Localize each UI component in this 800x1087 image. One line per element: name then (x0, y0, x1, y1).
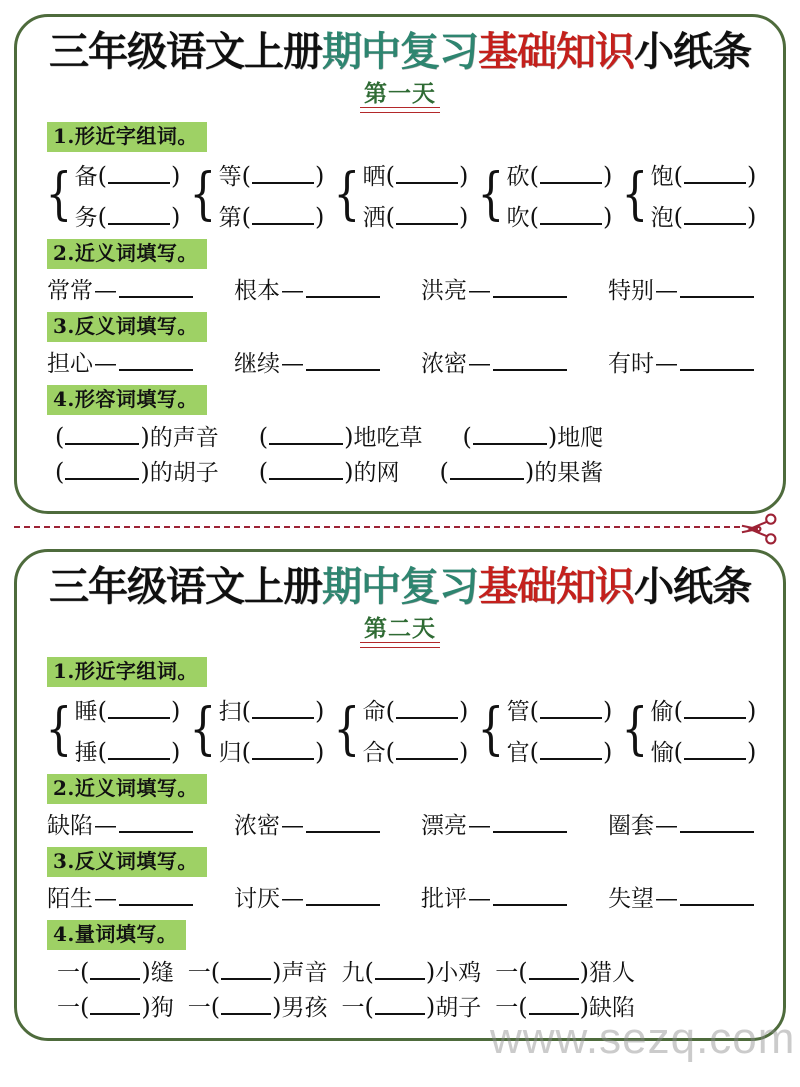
word-entry: 浓密 — (421, 345, 568, 378)
paren: ( (364, 958, 374, 986)
word-entry: 讨厌 — (234, 880, 381, 913)
pair-item-bottom: 捶 ( ) (74, 738, 181, 766)
dash: — (468, 886, 491, 912)
answer-blank[interactable] (540, 700, 602, 719)
paren: ( (258, 458, 269, 486)
paren: ( (385, 203, 396, 231)
paren: ) (315, 738, 325, 766)
answer-blank[interactable] (396, 700, 458, 719)
pair-group-2 (41, 693, 761, 767)
measure-entry: 一 ( ) 缺陷 (495, 993, 635, 1021)
paren: ) (344, 423, 354, 451)
word-entry: 根本 — (234, 272, 381, 305)
brace-icon: { (333, 161, 361, 227)
dash: — (94, 278, 117, 304)
pair-item-bottom: 吹 ( ) (506, 203, 613, 231)
answer-blank[interactable] (493, 887, 567, 906)
paren: ( (462, 423, 472, 451)
paren: ) (747, 738, 757, 766)
char-pair (617, 693, 761, 767)
answer-blank[interactable] (108, 165, 170, 184)
measure-row-2 (57, 989, 765, 1022)
paren: ( (97, 162, 108, 190)
paren: ( (97, 738, 108, 766)
answer-blank[interactable] (252, 206, 314, 225)
pair-item-top: 饱 ( ) (650, 162, 757, 190)
pair-item-top: 砍 ( ) (506, 162, 613, 190)
adjective-row-1 (55, 419, 765, 452)
card-1-day-wrap (35, 75, 765, 113)
brace-icon: { (333, 696, 361, 762)
synonym-row (47, 272, 755, 305)
answer-blank[interactable] (684, 741, 746, 760)
paren: ( (385, 738, 396, 766)
char-pair (41, 158, 185, 232)
paren: ( (385, 162, 396, 190)
word-entry: 浓密 — (234, 807, 381, 840)
word-entry: 陌生 — (47, 880, 194, 913)
title-part-grade: 三年级语文上册 (49, 563, 322, 610)
paren: ) (747, 697, 757, 725)
pair-item-bottom: 归 ( ) (218, 738, 325, 766)
paren: ) (425, 958, 436, 986)
word-entry: 批评 — (421, 880, 568, 913)
paren: ( (210, 993, 221, 1021)
title-part-grade: 三年级语文上册 (49, 28, 322, 75)
paren: ( (673, 203, 684, 231)
paren: ) (603, 697, 613, 725)
paren: ) (747, 162, 757, 190)
char-pair (329, 693, 473, 767)
measure-entry: 一 ( ) 声音 (187, 958, 328, 986)
card-1-title (35, 28, 765, 75)
char-pair (41, 693, 185, 767)
paren: ( (210, 958, 221, 986)
answer-blank[interactable] (396, 206, 458, 225)
paren: ( (80, 993, 90, 1021)
answer-blank[interactable] (493, 279, 567, 298)
paren: ) (171, 697, 181, 725)
answer-blank[interactable] (493, 814, 567, 833)
word-entry: 继续 — (234, 345, 381, 378)
section-label-1: 1.形近字组词。 (47, 657, 207, 687)
paren: ) (140, 423, 150, 451)
title-part-basics: 基础知识 (478, 28, 634, 75)
measure-entry: 一 ( ) 猎人 (495, 958, 635, 986)
paren: ) (344, 458, 354, 486)
paren: ) (603, 738, 613, 766)
paren: ) (579, 958, 589, 986)
paren: ( (241, 697, 252, 725)
paren: ) (315, 162, 325, 190)
paren: ( (97, 203, 108, 231)
section-label-4: 4.量词填写。 (47, 920, 186, 950)
answer-blank[interactable] (306, 887, 380, 906)
char-pair (329, 158, 473, 232)
word-entry: 缺陷 — (47, 807, 194, 840)
section-label-1: 1.形近字组词。 (47, 122, 207, 152)
paren: ( (529, 697, 540, 725)
answer-blank[interactable] (65, 426, 139, 445)
dash: — (468, 813, 491, 839)
pair-item-bottom: 愉 ( ) (650, 738, 757, 766)
brace-icon: { (189, 161, 217, 227)
char-pair (473, 693, 617, 767)
title-part-note: 小纸条 (634, 28, 751, 75)
answer-blank[interactable] (540, 165, 602, 184)
paren: ( (529, 203, 540, 231)
title-part-review: 期中复习 (322, 563, 478, 610)
fill-entry: ( ) 的声音 (55, 423, 219, 451)
paren: ( (439, 458, 449, 486)
dash: — (655, 351, 678, 377)
brace-icon: { (477, 161, 505, 227)
paren: ) (603, 162, 613, 190)
paren: ) (579, 993, 589, 1021)
pair-item-bottom: 务 ( ) (74, 203, 181, 231)
paren: ) (140, 458, 150, 486)
paren: ) (272, 993, 282, 1021)
answer-blank[interactable] (473, 426, 547, 445)
dash: — (281, 813, 304, 839)
pair-group-1 (41, 158, 761, 232)
dash: — (281, 886, 304, 912)
dash: — (94, 351, 117, 377)
answer-blank[interactable] (306, 279, 380, 298)
answer-blank[interactable] (119, 352, 193, 371)
dash: — (468, 278, 491, 304)
answer-blank[interactable] (252, 741, 314, 760)
answer-blank[interactable] (450, 461, 524, 480)
pair-item-bottom: 官 ( ) (506, 738, 613, 766)
measure-row-1 (57, 954, 765, 987)
paren: ) (141, 993, 151, 1021)
cut-line (14, 514, 786, 540)
card-2-title (35, 563, 765, 610)
char-pair (185, 158, 329, 232)
paren: ( (241, 203, 252, 231)
synonym-row (47, 807, 755, 840)
paren: ) (547, 423, 558, 451)
paren: ) (747, 203, 757, 231)
brace-icon: { (45, 161, 73, 227)
paren: ( (258, 423, 269, 451)
answer-blank[interactable] (529, 996, 579, 1015)
word-entry: 有时 — (608, 345, 755, 378)
word-entry: 特别 — (608, 272, 755, 305)
brace-icon: { (189, 696, 217, 762)
dash: — (281, 278, 304, 304)
answer-blank[interactable] (684, 206, 746, 225)
dash: — (94, 886, 117, 912)
measure-entry: 一 ( ) 男孩 (187, 993, 328, 1021)
paren: ) (171, 162, 181, 190)
answer-blank[interactable] (540, 206, 602, 225)
answer-blank[interactable] (119, 814, 193, 833)
answer-blank[interactable] (90, 961, 140, 980)
brace-icon: { (477, 696, 505, 762)
paren: ) (315, 697, 325, 725)
answer-blank[interactable] (684, 700, 746, 719)
answer-blank[interactable] (108, 206, 170, 225)
pair-item-bottom: 第 ( ) (218, 203, 325, 231)
paren: ( (385, 697, 396, 725)
word-entry: 担心 — (47, 345, 194, 378)
word-entry: 失望 — (608, 880, 755, 913)
measure-entry: 一 ( ) 胡子 (341, 993, 482, 1021)
pair-item-top: 晒 ( ) (362, 162, 469, 190)
word-entry: 漂亮 — (421, 807, 568, 840)
answer-blank[interactable] (375, 961, 425, 980)
answer-blank[interactable] (65, 461, 139, 480)
day-label: 第一天 (364, 75, 436, 113)
brace-icon: { (621, 696, 649, 762)
paren: ) (141, 958, 151, 986)
worksheet-card-day-2 (14, 549, 786, 1041)
paren: ) (459, 203, 469, 231)
paren: ( (673, 162, 684, 190)
pair-item-top: 等 ( ) (218, 162, 325, 190)
pair-item-bottom: 洒 ( ) (362, 203, 469, 231)
paren: ( (241, 162, 252, 190)
scissors-icon (738, 508, 780, 550)
paren: ) (603, 203, 613, 231)
pair-item-top: 管 ( ) (506, 697, 613, 725)
answer-blank[interactable] (680, 279, 754, 298)
answer-blank[interactable] (540, 741, 602, 760)
answer-blank[interactable] (108, 700, 170, 719)
char-pair (617, 158, 761, 232)
answer-blank[interactable] (529, 961, 579, 980)
paren: ( (529, 162, 540, 190)
word-entry: 圈套 — (608, 807, 755, 840)
answer-blank[interactable] (493, 352, 567, 371)
title-part-review: 期中复习 (322, 28, 478, 75)
dash: — (655, 278, 678, 304)
pair-item-top: 偷 ( ) (650, 697, 757, 725)
answer-blank[interactable] (396, 165, 458, 184)
answer-blank[interactable] (221, 961, 271, 980)
answer-blank[interactable] (252, 700, 314, 719)
paren: ( (518, 993, 528, 1021)
dash: — (281, 351, 304, 377)
pair-item-top: 睡 ( ) (74, 697, 181, 725)
answer-blank[interactable] (680, 814, 754, 833)
measure-entry: 九 ( ) 小鸡 (341, 958, 482, 986)
fill-entry: ( ) 地爬 (462, 423, 604, 451)
pair-item-top: 备 ( ) (74, 162, 181, 190)
section-label-3: 3.反义词填写。 (47, 312, 207, 342)
title-part-basics: 基础知识 (478, 563, 634, 610)
section-label-2: 2.近义词填写。 (47, 774, 207, 804)
paren: ) (459, 162, 469, 190)
fill-entry: ( ) 的网 (258, 458, 400, 486)
paren: ) (315, 203, 325, 231)
paren: ( (673, 697, 684, 725)
dash: — (655, 886, 678, 912)
answer-blank[interactable] (108, 741, 170, 760)
answer-blank[interactable] (306, 814, 380, 833)
answer-blank[interactable] (375, 996, 425, 1015)
worksheet-page (0, 14, 800, 1087)
antonym-row (47, 345, 755, 378)
dash: — (655, 813, 678, 839)
answer-blank[interactable] (269, 426, 343, 445)
answer-blank[interactable] (396, 741, 458, 760)
measure-entry: 一 ( ) 狗 (57, 993, 174, 1021)
answer-blank[interactable] (306, 352, 380, 371)
answer-blank[interactable] (680, 352, 754, 371)
paren: ( (55, 458, 65, 486)
site-watermark: www.sezq.com (490, 1014, 796, 1063)
paren: ( (673, 738, 684, 766)
pair-item-top: 命 ( ) (362, 697, 469, 725)
paren: ( (80, 958, 90, 986)
fill-entry: ( ) 的胡子 (55, 458, 219, 486)
answer-blank[interactable] (119, 279, 193, 298)
answer-blank[interactable] (684, 165, 746, 184)
dash: — (468, 351, 491, 377)
antonym-row (47, 880, 755, 913)
paren: ( (364, 993, 374, 1021)
answer-blank[interactable] (221, 996, 271, 1015)
paren: ( (55, 423, 65, 451)
card-2-day-wrap (35, 610, 765, 648)
section-label-3: 3.反义词填写。 (47, 847, 207, 877)
adjective-row-2 (55, 454, 765, 487)
worksheet-card-day-1 (14, 14, 786, 514)
paren: ( (529, 738, 540, 766)
section-label-2: 2.近义词填写。 (47, 239, 207, 269)
paren: ( (241, 738, 252, 766)
char-pair (185, 693, 329, 767)
paren: ) (171, 203, 181, 231)
dashed-cut-line (14, 526, 740, 528)
paren: ) (425, 993, 436, 1021)
answer-blank[interactable] (252, 165, 314, 184)
char-pair (473, 158, 617, 232)
answer-blank[interactable] (680, 887, 754, 906)
paren: ( (518, 958, 528, 986)
pair-item-bottom: 合 ( ) (362, 738, 469, 766)
fill-entry: ( ) 的果酱 (439, 458, 604, 486)
section-label-4: 4.形容词填写。 (47, 385, 207, 415)
brace-icon: { (45, 696, 73, 762)
brace-icon: { (621, 161, 649, 227)
paren: ) (459, 738, 469, 766)
word-entry: 常常 — (47, 272, 194, 305)
pair-item-bottom: 泡 ( ) (650, 203, 757, 231)
measure-entry: 一 ( ) 缝 (57, 958, 174, 986)
paren: ( (97, 697, 108, 725)
dash: — (94, 813, 117, 839)
answer-blank[interactable] (269, 461, 343, 480)
pair-item-top: 扫 ( ) (218, 697, 325, 725)
word-entry: 洪亮 — (421, 272, 568, 305)
title-part-note: 小纸条 (634, 563, 751, 610)
paren: ) (459, 697, 469, 725)
answer-blank[interactable] (119, 887, 193, 906)
paren: ) (171, 738, 181, 766)
day-label: 第二天 (364, 610, 436, 648)
fill-entry: ( ) 地吃草 (258, 423, 423, 451)
answer-blank[interactable] (90, 996, 140, 1015)
paren: ) (524, 458, 535, 486)
paren: ) (272, 958, 282, 986)
